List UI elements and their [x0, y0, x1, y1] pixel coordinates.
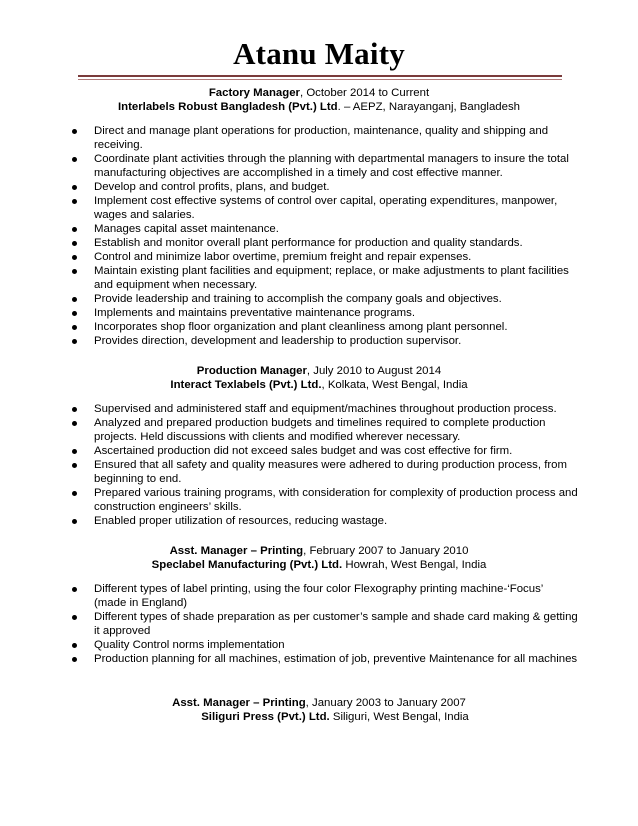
job-bullets	[0, 582, 638, 666]
list-item: Ensured that all safety and quality measures were adhered to during production process, from beginning to end.	[0, 458, 638, 486]
job-title-line	[0, 696, 638, 710]
job-bullets	[0, 402, 638, 528]
resume-content	[0, 86, 638, 724]
list-item: Different types of shade preparation as per customer’s sample and shade card making & getting it approved	[0, 610, 638, 638]
list-item: Analyzed and prepared production budgets and timelines required to complete production projects. Held discussions with clients and modified wherever necessary.	[0, 416, 638, 444]
list-item: Coordinate plant activities through the planning with departmental managers to insure the total manufacturing objectives are accomplished in a timely and cost effective manner.	[0, 152, 638, 180]
list-item: Direct and manage plant operations for production, maintenance, quality and shipping and receiving.	[0, 124, 638, 152]
job-company: Interlabels Robust Bangladesh (Pvt.) Ltd	[118, 101, 338, 113]
list-item: Manages capital asset maintenance.	[0, 222, 638, 236]
job-company: Speclabel Manufacturing (Pvt.) Ltd.	[151, 559, 343, 571]
job-location: . – AEPZ, Narayanganj, Bangladesh	[337, 101, 520, 113]
bullet-icon	[72, 657, 77, 662]
job-title-line	[0, 86, 638, 100]
bullet-icon	[72, 199, 77, 204]
list-item: Quality Control norms implementation	[0, 638, 638, 652]
list-item: Different types of label printing, using the four color Flexography printing machine-‘Focus’ (made in England)	[0, 582, 638, 610]
job-header	[0, 86, 638, 114]
job-title: Production Manager	[196, 365, 307, 377]
bullet-icon	[72, 325, 77, 330]
list-item: Supervised and administered staff and equipment/machines throughout production process.	[0, 402, 638, 416]
job-company-line	[0, 378, 638, 392]
bullet-icon	[72, 297, 77, 302]
bullet-icon	[72, 129, 77, 134]
job-dates: , October 2014 to Current	[299, 87, 430, 99]
bullet-icon	[72, 643, 77, 648]
list-item: Implements and maintains preventative maintenance programs.	[0, 306, 638, 320]
list-item: Provide leadership and training to accomplish the company goals and objectives.	[0, 292, 638, 306]
job-header	[0, 696, 638, 724]
header-rule-thin	[78, 79, 562, 80]
list-item: Incorporates shop floor organization and plant cleanliness among plant personnel.	[0, 320, 638, 334]
job-company-line	[0, 710, 638, 724]
bullet-icon	[72, 587, 77, 592]
bullet-icon	[72, 241, 77, 246]
list-item: Control and minimize labor overtime, premium freight and repair expenses.	[0, 250, 638, 264]
list-item: Implement cost effective systems of control over capital, operating expenditures, manpower, wages and salaries.	[0, 194, 638, 222]
bullet-icon	[72, 227, 77, 232]
bullet-icon	[72, 157, 77, 162]
job-header	[0, 364, 638, 392]
bullet-icon	[72, 185, 77, 190]
job-company: Interact Texlabels (Pvt.) Ltd.	[170, 379, 322, 391]
job-title-line	[0, 544, 638, 558]
list-item: Prepared various training programs, with consideration for complexity of production process and construction engineers’ skills.	[0, 486, 638, 514]
job-title: Asst. Manager – Printing	[172, 697, 306, 709]
job-title-line	[0, 364, 638, 378]
job-dates: , February 2007 to January 2010	[303, 545, 469, 557]
job-location: , Kolkata, West Bengal, India	[321, 379, 468, 391]
bullet-icon	[72, 519, 77, 524]
candidate-name: Atanu Maity	[233, 36, 405, 71]
bullet-icon	[72, 463, 77, 468]
list-item: Establish and monitor overall plant performance for production and quality standards.	[0, 236, 638, 250]
bullet-icon	[72, 449, 77, 454]
bullet-icon	[72, 339, 77, 344]
bullet-icon	[72, 311, 77, 316]
job-company-line	[0, 558, 638, 572]
list-item: Develop and control profits, plans, and budget.	[0, 180, 638, 194]
job-company-line	[0, 100, 638, 114]
job-dates: , January 2003 to January 2007	[305, 697, 466, 709]
bullet-icon	[72, 615, 77, 620]
list-item: Production planning for all machines, estimation of job, preventive Maintenance for all machines	[0, 652, 638, 666]
bullet-icon	[72, 407, 77, 412]
job-location: Howrah, West Bengal, India	[342, 559, 487, 571]
list-item: Ascertained production did not exceed sales budget and was cost effective for firm.	[0, 444, 638, 458]
bullet-icon	[72, 269, 77, 274]
job-title: Factory Manager	[208, 87, 300, 99]
job-company: Siliguri Press (Pvt.) Ltd.	[201, 711, 330, 723]
bullet-icon	[72, 255, 77, 260]
bullet-icon	[72, 491, 77, 496]
job-location: Siliguri, West Bengal, India	[329, 711, 469, 723]
list-item: Provides direction, development and leadership to production supervisor.	[0, 334, 638, 348]
header-rule	[78, 75, 562, 77]
list-item: Enabled proper utilization of resources, reducing wastage.	[0, 514, 638, 528]
job-dates: , July 2010 to August 2014	[306, 365, 442, 377]
job-header	[0, 544, 638, 572]
job-title: Asst. Manager – Printing	[169, 545, 304, 557]
list-item: Maintain existing plant facilities and equipment; replace, or make adjustments to plant facilities and equipment when necessary.	[0, 264, 638, 292]
bullet-icon	[72, 421, 77, 426]
job-bullets	[0, 124, 638, 348]
